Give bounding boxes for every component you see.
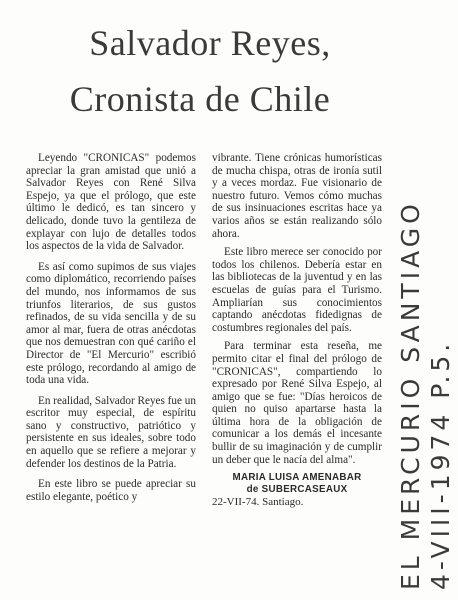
date-location: 22-VII-74. Santiago. (212, 496, 304, 509)
paragraph: En este libro se puede apreciar su estilo elegante, poético y (26, 478, 196, 503)
handwritten-date: 4-VIII-1974 P.5. (426, 339, 455, 590)
article-column-left (26, 152, 196, 511)
headline-line-2: Cronista de Chile (69, 79, 331, 119)
paragraph: Este libro merece ser conocido por todos los chilenos. Debería estar en las bibliotecas de la juventud y en las escuelas de guías para el Turismo. Ampliarían sus conocimientos captando anécdotas fidedignas de costumbres regionales del país. (212, 246, 382, 334)
article-column-right (212, 152, 382, 517)
paragraph: En realidad, Salvador Reyes fue un escritor muy especial, de espíritu sano y constructivo, patriótico y persistente en sus ideales, sobre todo en aquello que se refiere a mejorar y defender los destinos de la Patria. (26, 394, 196, 470)
paragraph: vibrante. Tiene crónicas humorísticas de mucha chispa, otras de ironía sutil y a veces mordaz. Fue visionario de nuestro futuro. Vemos cómo muchas de sus insinuaciones escritas hace ya varios años se están realizando sólo ahora. (212, 152, 382, 240)
headline-line-1: Salvador Reyes, (89, 23, 331, 63)
author-name-continued: de SUBERCASEAUX (246, 484, 348, 496)
author-signature (212, 472, 382, 496)
paragraph: Leyendo "CRONICAS" podemos apreciar la gran amistad que unió a Salvador Reyes con René Silva Espejo, ya que el prólogo, que este último le dedicó, es tan sincero y delicado, donde tuvo la gentileza de explayar con lujo de detalles todos los aspectos de la vida de Salvador. (26, 152, 196, 253)
handwritten-source: EL MERCURIO SANTIAGO (396, 200, 425, 590)
author-name: MARIA LUISA AMENABAR (232, 472, 362, 484)
paragraph: Es así como supimos de sus viajes como diplomático, recorriendo países del mundo, nos informamos de sus triunfos literarios, de sus gustos refinados, de su vida sencilla y de su amor al mar, fuera de otras anécdotas que nos demuestran con qué cariño el Director de "El Mercurio" escribió este prólogo, recordando al amigo de toda una vida. (26, 260, 196, 387)
paragraph: Para terminar esta reseña, me permito citar el final del prólogo de "CRONICAS", compartiendo lo expresado por René Silva Espejo, al amigo que se fue: "Días heroicos de quien no quiso apartarse hasta la última hora de la obligación de comunicar a los demás el incesante bullir de su imaginación y de cumplir un deber que le nacía del alma". (212, 340, 382, 466)
